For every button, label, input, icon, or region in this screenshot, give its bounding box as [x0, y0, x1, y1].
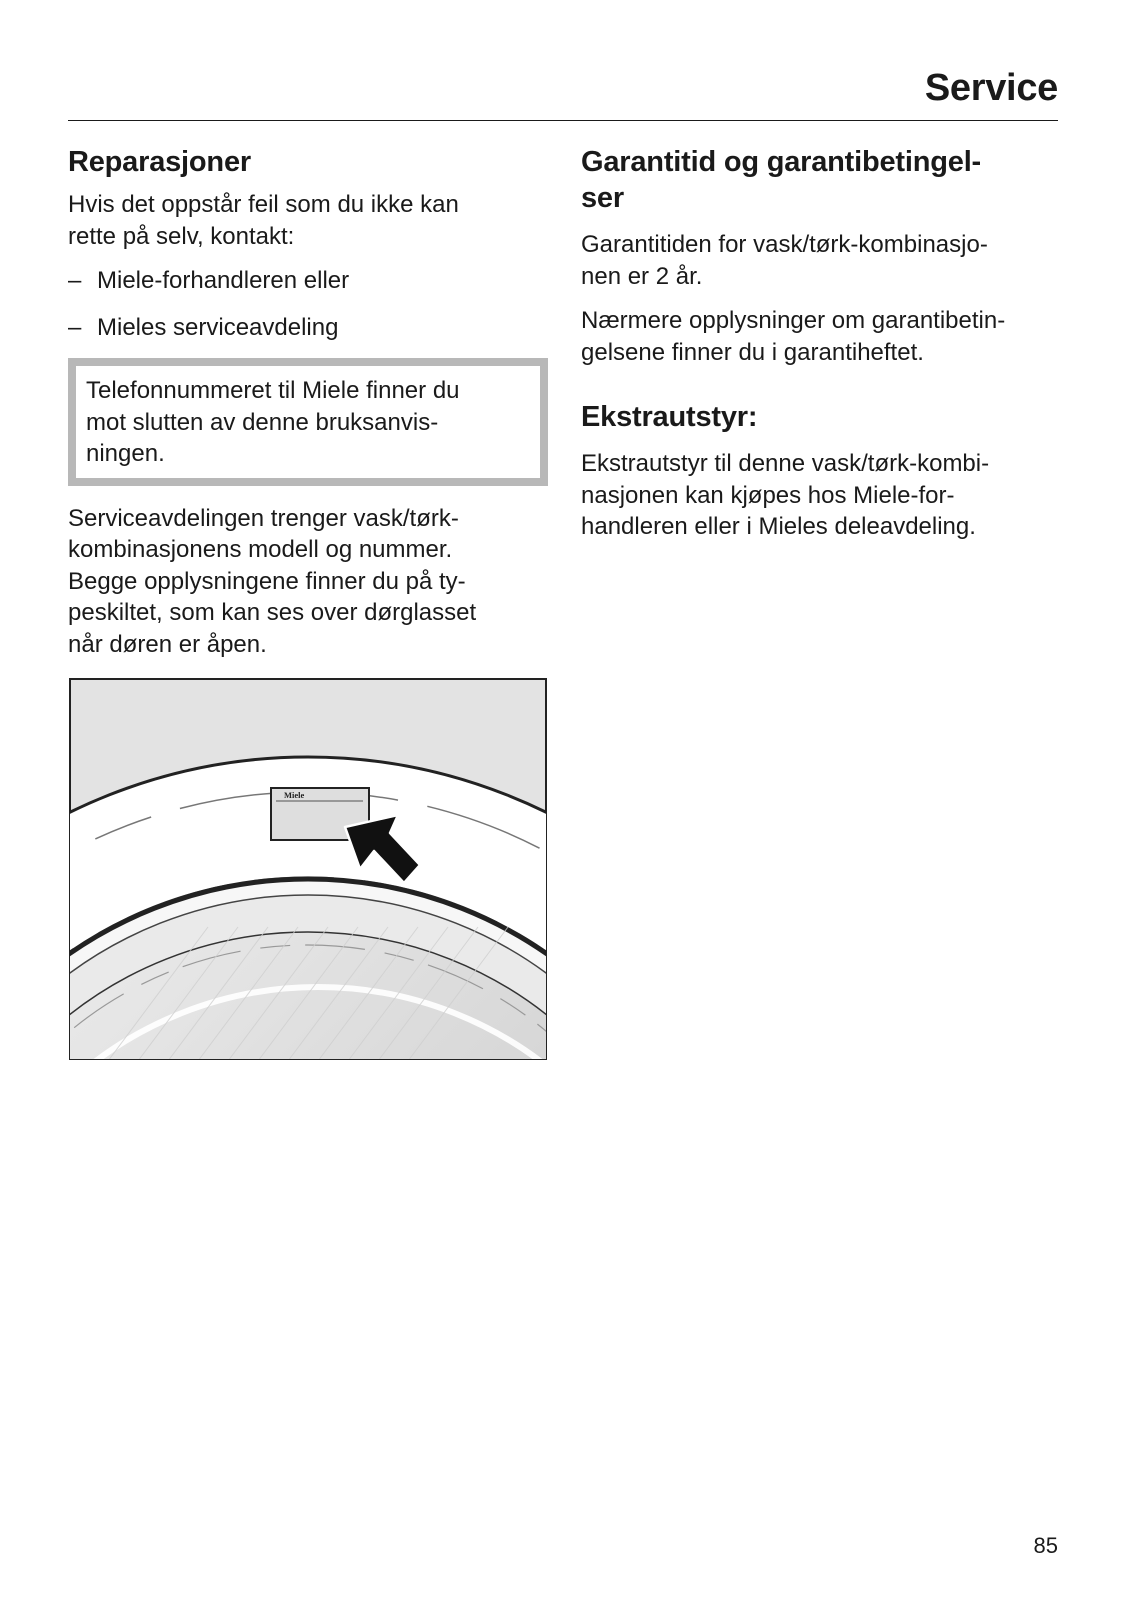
list-item-label: Mieles serviceavdeling — [97, 313, 339, 341]
service-line-3: Begge opplysningene finner du på ty- — [68, 567, 466, 595]
list-item-label: Miele-forhandleren eller — [97, 267, 350, 294]
warranty-paragraph-1 — [581, 229, 1061, 292]
type-plate-logo: Miele — [284, 790, 305, 800]
repairs-intro-line-2: rette på selv, kontakt: — [68, 222, 295, 250]
accessories-line-3: handleren eller i Mieles deleavdeling. — [581, 513, 976, 540]
accessories-paragraph — [581, 448, 1061, 543]
dash-bullet: – — [68, 313, 82, 341]
type-plate-illustration — [68, 677, 548, 1061]
warranty-heading-line-2: ser — [581, 182, 624, 214]
note-line-3: ningen. — [86, 440, 165, 467]
phone-note-box — [68, 358, 548, 486]
note-line-1: Telefonnummeret til Miele finner du — [86, 377, 460, 404]
accessories-line-1: Ekstrautstyr til denne vask/tørk-kombi- — [581, 450, 990, 477]
page-title: Service — [924, 67, 1058, 109]
dash-bullet: – — [68, 267, 82, 294]
page-number: 85 — [1033, 1533, 1058, 1558]
warranty-heading — [581, 144, 1061, 216]
warranty-p1-line-1: Garantitiden for vask/tørk-kombinasjo- — [581, 231, 988, 258]
left-column — [68, 144, 548, 1061]
accessories-heading: Ekstrautstyr: — [581, 401, 758, 433]
warranty-heading-line-1: Garantitid og garantibetingel- — [581, 146, 982, 178]
repairs-heading: Reparasjoner — [68, 146, 251, 178]
note-line-2: mot slutten av denne bruksanvis- — [86, 408, 439, 436]
warranty-paragraph-2 — [581, 305, 1061, 368]
service-line-5: når døren er åpen. — [68, 630, 267, 658]
list-item — [68, 265, 548, 297]
page-header — [68, 62, 1058, 121]
door-illustration-svg — [68, 677, 548, 1061]
list-item — [68, 312, 548, 344]
service-line-1: Serviceavdelingen trenger vask/tørk- — [68, 504, 459, 532]
service-line-4: peskiltet, som kan ses over dørglasset — [68, 599, 477, 626]
right-column — [581, 144, 1061, 543]
phone-note-text — [86, 375, 530, 470]
repairs-intro — [68, 189, 548, 252]
warranty-p2-line-1: Nærmere opplysninger om garantibetin- — [581, 307, 1006, 334]
warranty-p1-line-2: nen er 2 år. — [581, 262, 703, 290]
accessories-line-2: nasjonen kan kjøpes hos Miele-for- — [581, 481, 955, 509]
warranty-p2-line-2: gelsene finner du i garantiheftet. — [581, 338, 924, 366]
contact-list — [68, 265, 548, 343]
service-info-paragraph — [68, 503, 548, 661]
repairs-intro-line-1: Hvis det oppstår feil som du ikke kan — [68, 191, 459, 218]
service-line-2: kombinasjonens modell og nummer. — [68, 536, 453, 563]
